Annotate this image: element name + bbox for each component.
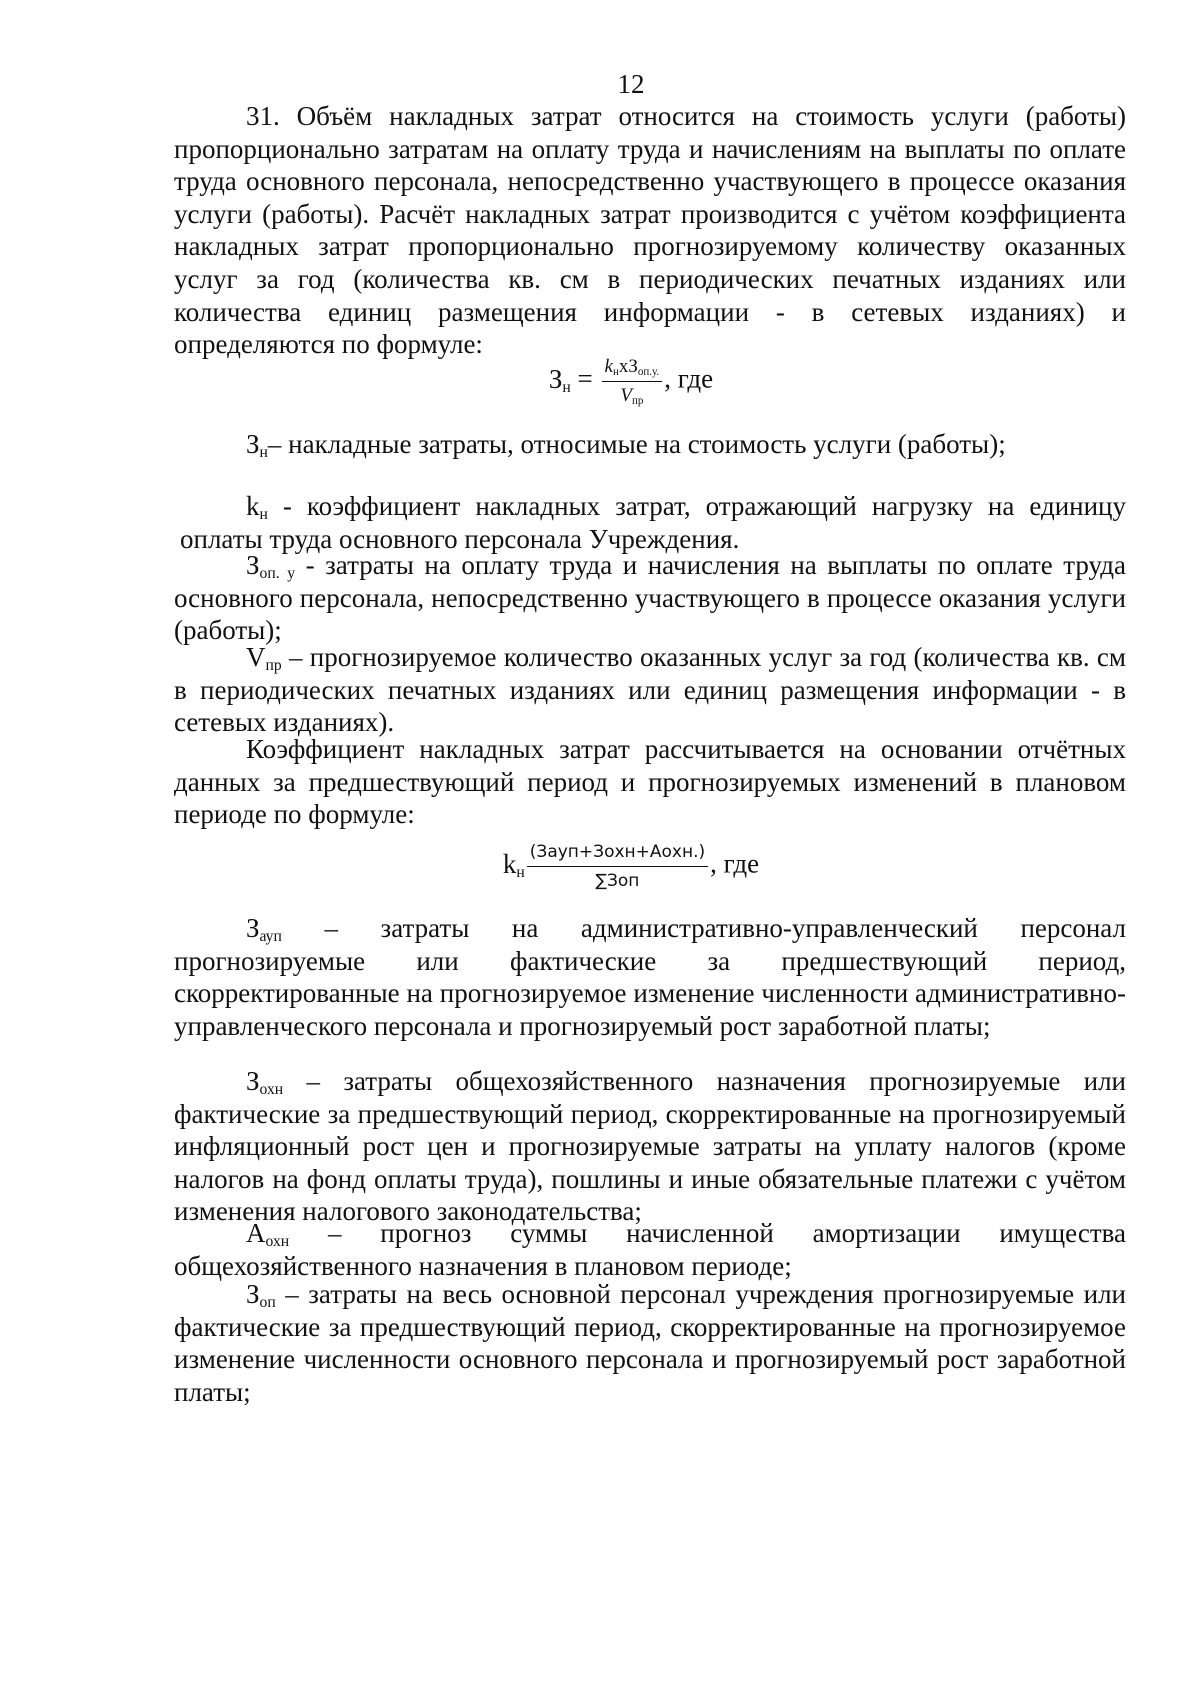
formula1-fraction (602, 355, 663, 408)
symbol-vpr: $V_{пр}$ (246, 642, 282, 674)
formula1-tail: , где (664, 363, 714, 394)
definition-zop-text: – затраты на весь основной персонал учреждения прогнозируемые или фактические за предшествующий период, скорректированные на прогнозируемое изменение численности основного персонала и прогнозируемый рост заработной платы; (174, 1279, 1127, 1407)
coefficient-intro (174, 733, 1126, 831)
paragraph-31-text: 31. Объём накладных затрат относится на стоимость услуги (работы) пропорционально затратам на оплату труда и начислениям на выплаты по оплате труда основного персонала, непосредственно участвующего в процессе оказания услуги (работы). Расчёт накладных затрат производится с учётом коэффициента накладных затрат пропорционально прогнозируемому количеству оказанных услуг за год (количества кв. см в периодических печатных изданиях или количества единиц размещения информации - в сетевых изданиях) и определяются по формуле: (174, 101, 1126, 360)
definition-kn (180, 490, 1126, 555)
definition-zop-u-text: - затраты на оплату труда и начисления на выплаты по оплате труда основного персонала, непосредственно участвующего в процессе оказания услуги (работы); (174, 550, 1126, 646)
definition-zohn-text: – затраты общехозяйственного назначения прогнозируемые или фактические за предшествующий период, скорректированные на прогнозируемый инфляционный рост цен и прогнозируемые затраты на уплату налогов (кроме налогов на фонд оплаты труда), пошлины и иные обязательные платежи с учётом изменения налогового законодательства; (174, 1066, 1127, 1227)
symbol-zn: $З_н$ (246, 429, 268, 461)
definition-aohn (174, 1217, 1126, 1282)
formula1-denominator: $V_{пр}$ (620, 385, 644, 407)
definition-zohn (174, 1065, 1126, 1228)
symbol-zaup: $З_{ауп}$ (246, 913, 282, 945)
definition-zn (174, 428, 1126, 461)
formula-overhead-costs (0, 355, 1200, 408)
page-number: 12 (617, 69, 645, 99)
formula2-tail: , где (710, 848, 760, 879)
formula2-numerator: (Зауп+Зохн+Аохн.) (527, 840, 708, 867)
definition-zaup-text: – затраты на административно-управленческий персонал прогнозируемые или фактические за предшествующий период, скорректированные на прогнозируемое изменение численности административно-управленческого персонала и прогнозируемый рост заработной платы; (174, 913, 1127, 1041)
definition-aohn-text: – прогноз суммы начисленной амортизации имущества общехозяйственного назначения в плановом периоде; (174, 1218, 1126, 1281)
symbol-zop-u: $З_{оп. у}$ (246, 550, 296, 582)
formula1-numerator: $k_нxЗ_{оп.у.}$ (602, 355, 663, 382)
paragraph-31 (174, 100, 1126, 361)
symbol-kn: $k_н$ (246, 491, 268, 523)
coefficient-intro-text: Коэффициент накладных затрат рассчитывается на основании отчётных данных за предшествующий период и прогнозируемых изменений в плановом периоде по формуле: (174, 734, 1126, 830)
definition-vpr-text: – прогнозируемое количество оказанных услуг за год (количества кв. см в периодических печатных изданиях или единиц размещения информации - в сетевых изданиях). (174, 642, 1126, 738)
definition-zn-text: – накладные затраты, относимые на стоимость услуги (работы); (267, 429, 1006, 459)
symbol-aohn: $А_{охн}$ (246, 1218, 290, 1250)
formula2-denominator: ∑Зоп (595, 871, 640, 891)
formula1-equals: = (577, 363, 593, 394)
formula2-lhs: $k_н$ (502, 848, 525, 881)
formula-overhead-coefficient (0, 840, 1200, 893)
definition-kn-text: - коэффициент накладных затрат, отражающий нагрузку на единицу оплаты труда основного персонала Учреждения. (180, 491, 1127, 554)
formula2-fraction (527, 840, 708, 893)
definition-vpr (174, 641, 1126, 739)
symbol-zop: $З_{оп}$ (246, 1279, 276, 1311)
symbol-zohn: $З_{охн}$ (246, 1066, 284, 1098)
definition-zop-u (174, 549, 1126, 647)
definition-zop (174, 1278, 1126, 1408)
definition-zaup (174, 912, 1126, 1042)
formula1-lhs: $З_н$ (548, 363, 571, 396)
